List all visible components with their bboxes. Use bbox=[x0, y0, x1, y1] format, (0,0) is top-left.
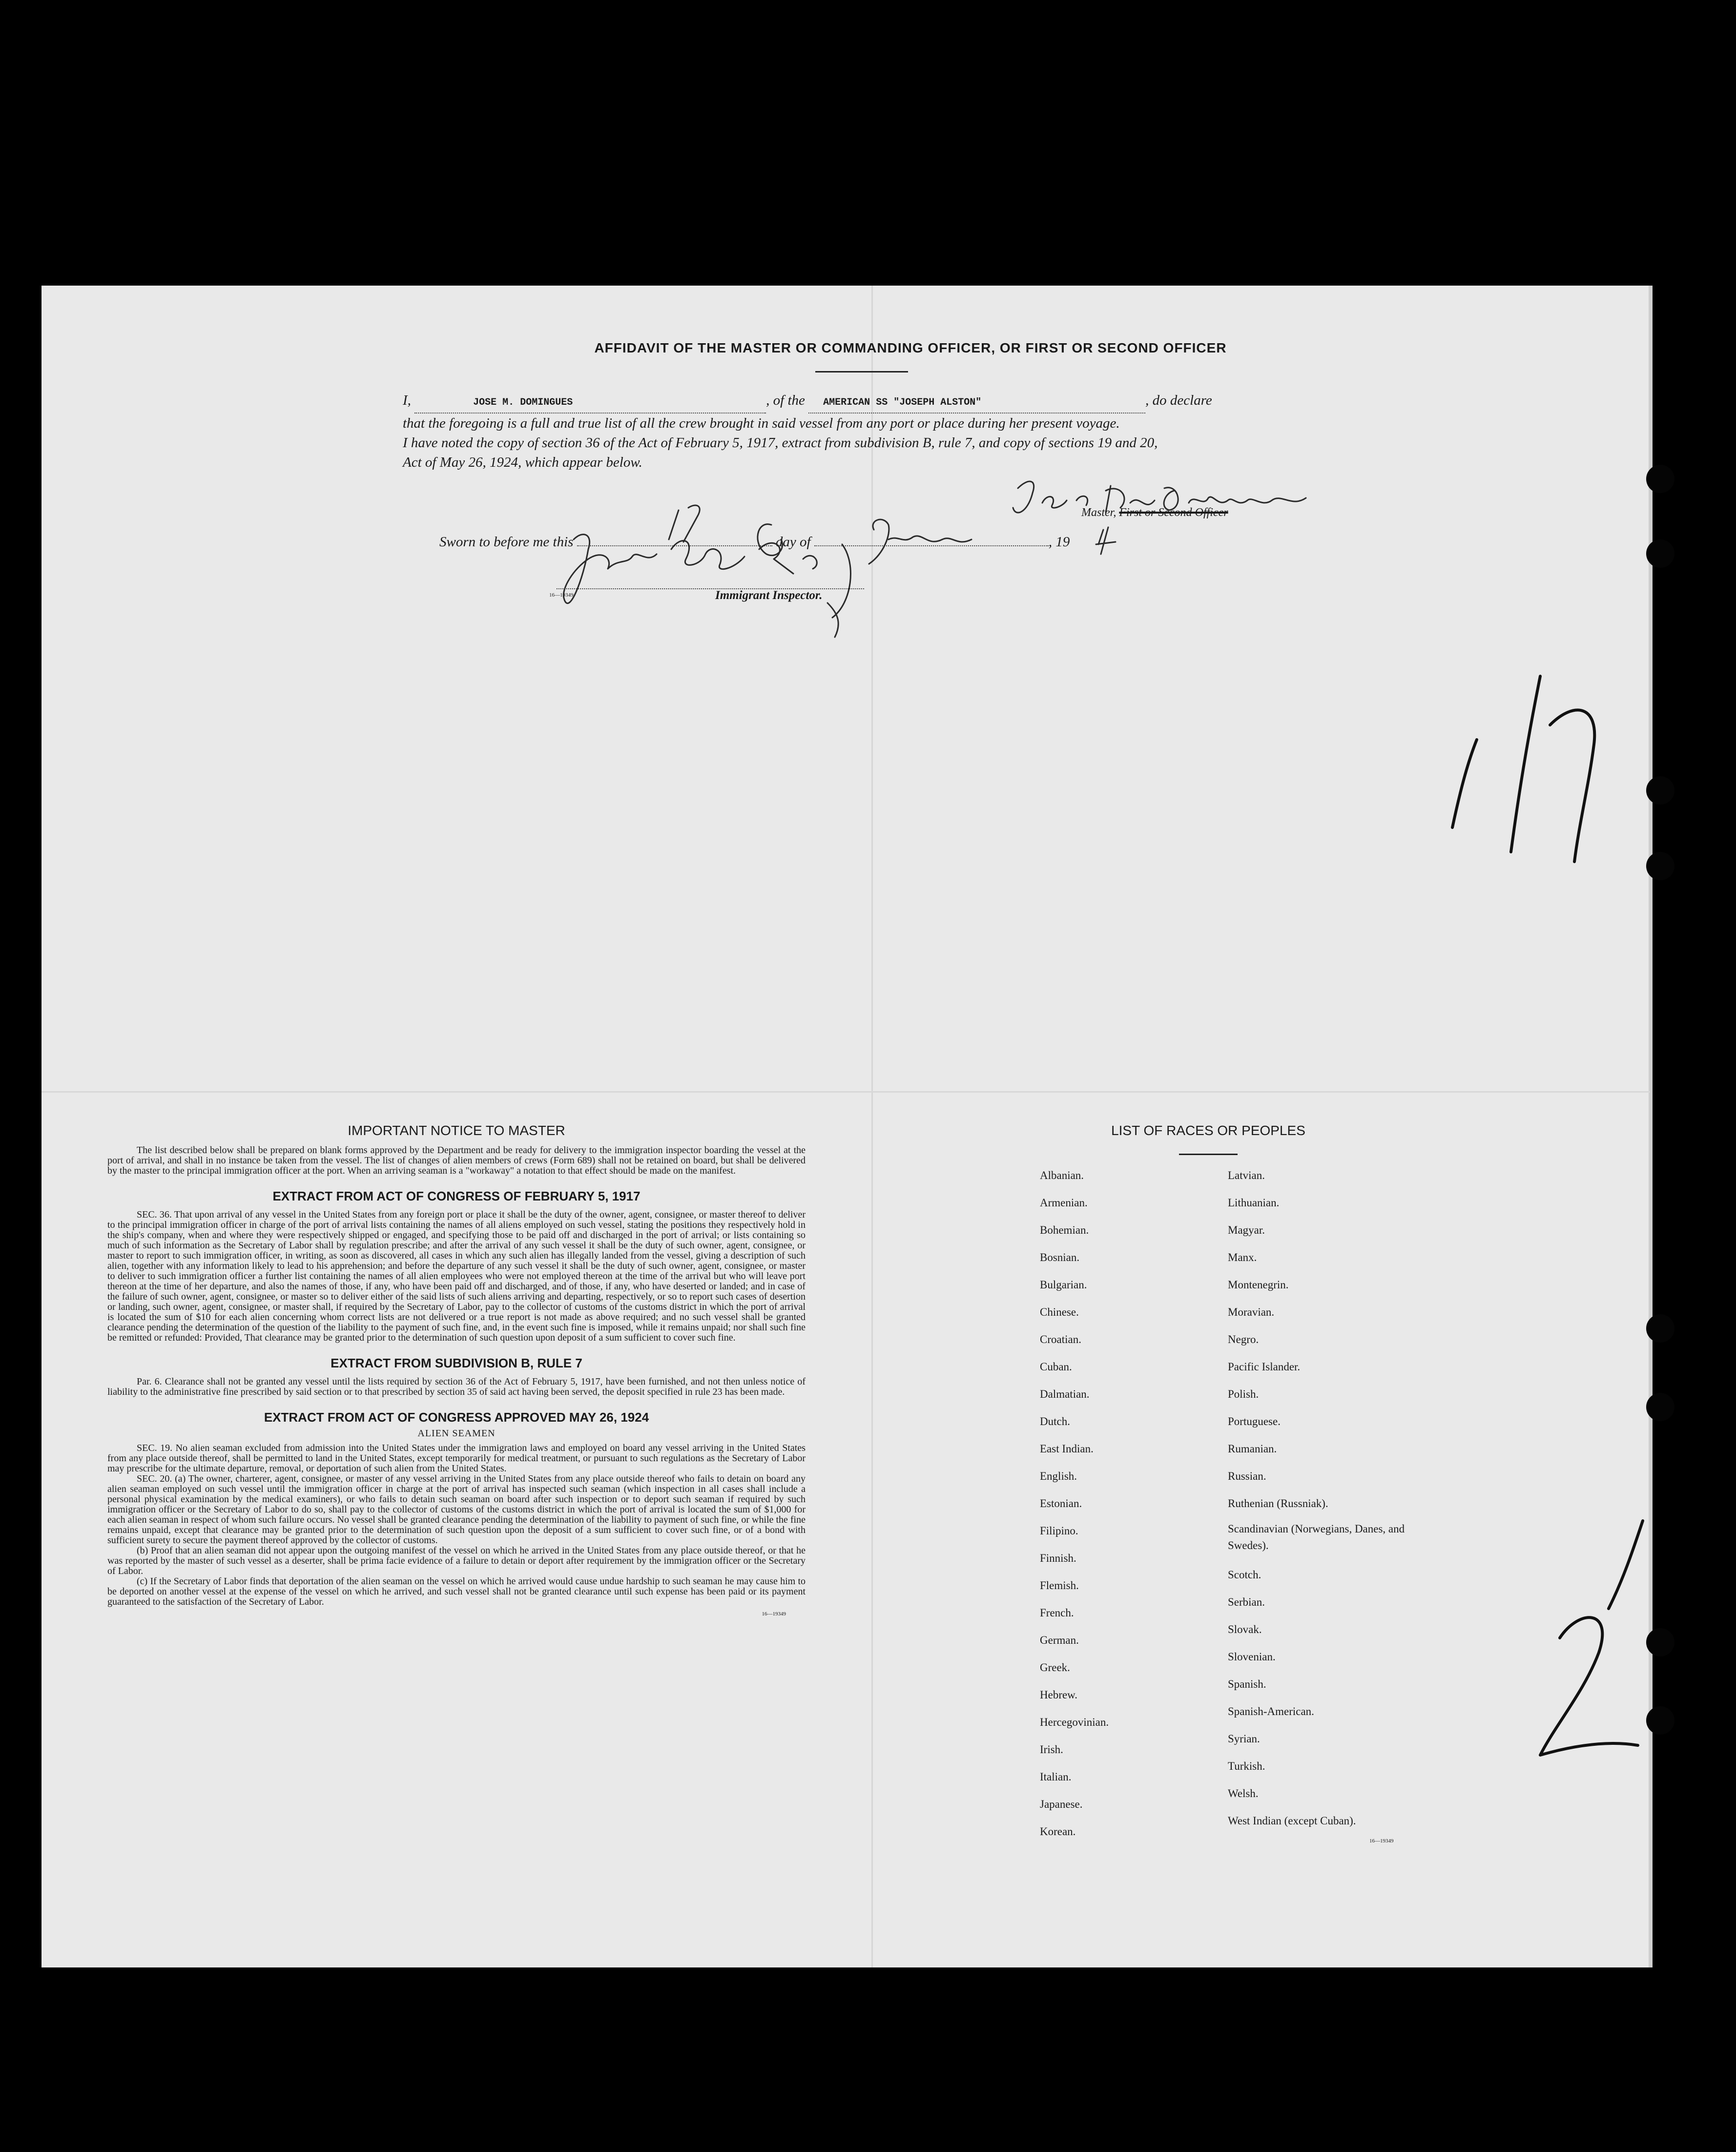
race-item: Cuban. bbox=[1040, 1361, 1072, 1373]
race-item: Korean. bbox=[1040, 1825, 1076, 1838]
race-item: Russian. bbox=[1228, 1470, 1266, 1482]
race-item: Magyar. bbox=[1228, 1224, 1265, 1236]
affidavit-lead: I, bbox=[403, 393, 411, 408]
race-item: Manx. bbox=[1228, 1251, 1257, 1263]
race-item: Albanian. bbox=[1040, 1169, 1084, 1181]
master-label: Master, bbox=[1081, 506, 1119, 519]
act1924-sec20a: SEC. 20. (a) The owner, charterer, agent, consignee, or master of any vessel arriving in the United States from any place outside thereof who fails to detain on board any alien seaman employed on such vessel until the immigration officer in charge at the port of arrival has inspected such seaman (which inspection in all cases shall include a personal physical examination by the medical examiners), or who fails to detain such seaman on board after such inspection or to deport such seaman if required by such immigration officer or the Secretary of Labor to do so, shall pay to the collector of customs of the customs district in which the port of arrival is located the sum of $1,000 for each alien seaman in respect of whom such failure occurs. No vessel shall be granted clearance pending the determination of the liability to payment of such fine, or while the fine remains unpaid, except that clearance may be granted prior to the determination of such question upon the deposit of a sum sufficient to cover such fine, or of a bond with sufficient surety to secure the payment thereof approved by the collector of customs. bbox=[107, 1473, 806, 1546]
act1924-sec20c: (c) If the Secretary of Labor finds that deportation of the alien seaman on the vessel on which he arrived would cause undue hardship to such seaman he may cause him to be deported on another vessel at the expense of the vessel on which he arrived, and such vessel shall not be granted clearance until such expense has been paid or its payment guaranteed to the satisfaction of the Secretary of Labor. bbox=[107, 1576, 806, 1607]
inspector-label: Immigrant Inspector. bbox=[715, 589, 823, 602]
race-item: Spanish. bbox=[1228, 1678, 1266, 1690]
race-item: Welsh. bbox=[1228, 1787, 1259, 1800]
act1917-title: EXTRACT FROM ACT OF CONGRESS OF FEBRUARY 5, 1917 bbox=[272, 1189, 641, 1203]
binder-hole bbox=[1646, 776, 1674, 805]
binder-hole bbox=[1646, 1628, 1674, 1656]
act1924-subtitle: ALIEN SEAMEN bbox=[417, 1428, 496, 1439]
race-item: Estonian. bbox=[1040, 1497, 1082, 1510]
race-item: Finnish. bbox=[1040, 1552, 1076, 1564]
races-title-rule bbox=[1179, 1154, 1238, 1155]
sworn-text: Sworn to before me this bbox=[439, 534, 574, 550]
act1917-body: SEC. 36. That upon arrival of any vessel in the United States from any foreign port or place it shall be the duty of the owner, agent, consignee, or master thereof to deliver to the principal immigration officer in charge of the port of arrival lists containing the names of all aliens employed on such vessel, stating the positions they respectively hold in the ship's company, when and where they were respectively shipped or engaged, and specifying those to be paid off and discharged in the port of arrival; or lists containing so much of such information as the Secretary of Labor shall by regulation prescribe; and after the arrival of any such vessel it shall be the duty of such owner, agent, consignee, or master to report to such immigration officer, in writing, as soon as discovered, all cases in which any such alien has illegally landed from the vessel, giving a description of such alien, together with any information likely to lead to his apprehension; and before the departure of any such vessel it shall be the duty of such owner, agent, consignee, or master to deliver to such immigration officer a further list containing the names of all alien employees who were not employed thereon at the time of the arrival but who will leave port thereon at the time of her departure, and also the names of those, if any, who have been paid off and discharged, and of those, if any, who have deserted or landed; and in case of the failure of such owner, agent, consignee, or master so to deliver either of the said lists of such aliens arriving and departing, respectively, or so to report such cases of desertion or landing, such owner, agent, consignee, or master shall, if required by the Secretary of Labor, pay to the collector of customs of the customs district in which the port of arrival is located the sum of $10 for each alien concerning whom correct lists are not delivered or a true report is not made as above required; and no such vessel shall be granted clearance pending the determination of the question of the liability to the payment of such fine, and, in the event such fine is imposed, while it remains unpaid; nor shall such fine be remitted or refunded: Provided, That clearance may be granted prior to the determination of such question upon deposit of a sum sufficient to cover such fine. bbox=[107, 1209, 806, 1343]
notice-column bbox=[107, 1123, 806, 1617]
race-item: Portuguese. bbox=[1228, 1415, 1281, 1428]
race-item: Italian. bbox=[1040, 1771, 1072, 1783]
race-item: Hercegovinian. bbox=[1040, 1716, 1109, 1728]
affidavit-line-4: Act of May 26, 1924, which appear below. bbox=[403, 455, 642, 470]
act1924-sec19: SEC. 19. No alien seaman excluded from admission into the United States under the immigration laws and employed on board any vessel arriving in the United States from any place outside thereof, shall be permitted to land in the United States, except temporarily for medical treatment, or pursuant to such regulations as the Secretary of Labor may prescribe for the ultimate departure, removal, or deportation of such alien from the United States. bbox=[107, 1443, 806, 1474]
inspector-signature bbox=[539, 520, 881, 647]
race-item: Irish. bbox=[1040, 1743, 1063, 1756]
margin-mark-upper bbox=[1438, 666, 1633, 871]
race-item: Moravian. bbox=[1228, 1306, 1275, 1318]
binder-hole bbox=[1646, 1706, 1674, 1735]
race-item: Dalmatian. bbox=[1040, 1388, 1090, 1400]
race-item: Negro. bbox=[1228, 1333, 1259, 1345]
master-name: JOSE M. DOMINGUES bbox=[473, 397, 573, 408]
struck-officer-label: First or Second Officer bbox=[1119, 506, 1228, 519]
binder-hole bbox=[1646, 1314, 1674, 1343]
race-item: Rumanian. bbox=[1228, 1443, 1277, 1455]
affidavit-line-2: that the foregoing is a full and true list of all the crew brought in said vessel from any port or place during her present voyage. bbox=[403, 415, 1120, 431]
race-item: Turkish. bbox=[1228, 1760, 1265, 1772]
manifest-sheet bbox=[41, 286, 1650, 1967]
race-item: Bohemian. bbox=[1040, 1224, 1089, 1236]
affidavit-line-1 bbox=[403, 391, 1404, 414]
day-of-text: day of bbox=[775, 534, 811, 550]
binder-hole bbox=[1646, 465, 1674, 493]
race-item: Lithuanian. bbox=[1228, 1197, 1280, 1209]
race-item: French. bbox=[1040, 1607, 1074, 1619]
race-item: Greek. bbox=[1040, 1661, 1070, 1674]
binder-hole bbox=[1646, 539, 1674, 568]
race-item: Polish. bbox=[1228, 1388, 1259, 1400]
race-item: Latvian. bbox=[1228, 1169, 1265, 1181]
race-item: Scotch. bbox=[1228, 1569, 1261, 1581]
race-item: Slovak. bbox=[1228, 1623, 1262, 1635]
rule7-title: EXTRACT FROM SUBDIVISION B, RULE 7 bbox=[331, 1356, 582, 1370]
race-item: Montenegrin. bbox=[1228, 1279, 1289, 1291]
race-item: Dutch. bbox=[1040, 1415, 1070, 1428]
races-left-column bbox=[1040, 1162, 1211, 1845]
race-item: Hebrew. bbox=[1040, 1689, 1078, 1701]
title-rule bbox=[815, 371, 908, 372]
race-item: German. bbox=[1040, 1634, 1079, 1646]
declare-text: , do declare bbox=[1145, 393, 1212, 408]
year-prefix: , 19 bbox=[1048, 534, 1070, 550]
act1924-sec20b: (b) Proof that an alien seaman did not appear upon the outgoing manifest of the vessel on which he arrived in the United States from any place outside thereof, or that he was reported by the master of such vessel as a deserter, shall be prima facie evidence of a failure to detain or deport after requirement by the immigration officer or the Secretary of Labor. bbox=[107, 1545, 806, 1576]
binder-hole bbox=[1646, 1393, 1674, 1421]
notice-body: The list described below shall be prepared on blank forms approved by the Department and be ready for delivery to the immigration inspector boarding the vessel at the port of arrival, and shall in no instance be taken from the vessel. The list of changes of alien members of crews (Form 689) shall not be retained on board, but shall be delivered by the master to the principal immigration officer at the port. When an arriving seaman is a "workaway" a notation to that effect should be made on the manifest. bbox=[107, 1145, 806, 1176]
races-form-number: 16—19349 bbox=[1369, 1838, 1394, 1844]
notice-title: IMPORTANT NOTICE TO MASTER bbox=[348, 1123, 565, 1138]
race-item: Slovenian. bbox=[1228, 1651, 1276, 1663]
race-item: West Indian (except Cuban). bbox=[1228, 1815, 1356, 1827]
race-item: Filipino. bbox=[1040, 1525, 1078, 1537]
race-item: Flemish. bbox=[1040, 1579, 1079, 1592]
race-item: English. bbox=[1040, 1470, 1077, 1482]
race-item: Armenian. bbox=[1040, 1197, 1088, 1209]
race-item: Japanese. bbox=[1040, 1798, 1083, 1810]
affidavit-title: AFFIDAVIT OF THE MASTER OR COMMANDING OFFICER, OR FIRST OR SECOND OFFICER bbox=[594, 340, 1227, 355]
race-item: Syrian. bbox=[1228, 1733, 1260, 1745]
race-item: East Indian. bbox=[1040, 1443, 1094, 1455]
race-item: Spanish-American. bbox=[1228, 1705, 1314, 1717]
race-item: Bulgarian. bbox=[1040, 1279, 1087, 1291]
act1924-title: EXTRACT FROM ACT OF CONGRESS APPROVED MAY 26, 1924 bbox=[264, 1410, 649, 1425]
of-the-text: , of the bbox=[766, 393, 805, 408]
race-item: Pacific Islander. bbox=[1228, 1361, 1301, 1373]
races-title: LIST OF RACES OR PEOPLES bbox=[1111, 1123, 1305, 1138]
form-number-small: 16—19349 bbox=[549, 592, 574, 598]
race-item-scandinavian: Scandinavian (Norwegians, Danes, and Swedes). bbox=[1228, 1523, 1405, 1552]
race-item: Serbian. bbox=[1228, 1596, 1265, 1608]
notice-form-number: 16—19349 bbox=[762, 1611, 786, 1617]
rule7-body: Par. 6. Clearance shall not be granted any vessel until the lists required by section 36 of the Act of February 5, 1917, have been furnished, and not then unless notice of liability to the administrative fine prescribed by said section or to that prescribed by section 35 of said act having been served, the deposit specified in rule 23 has been made. bbox=[107, 1376, 806, 1397]
race-item: Bosnian. bbox=[1040, 1251, 1080, 1263]
horizontal-fold bbox=[41, 1091, 1650, 1093]
affidavit-text bbox=[403, 391, 1404, 472]
races-right-column bbox=[1228, 1162, 1433, 1835]
race-item: Chinese. bbox=[1040, 1306, 1079, 1318]
vessel-name: AMERICAN SS "JOSEPH ALSTON" bbox=[823, 397, 982, 408]
race-item: Croatian. bbox=[1040, 1333, 1081, 1345]
race-item: Ruthenian (Russniak). bbox=[1228, 1497, 1328, 1510]
binder-hole bbox=[1646, 852, 1674, 880]
affidavit-line-3: I have noted the copy of section 36 of the Act of February 5, 1917, extract from subdivision B, rule 7, and copy of sections 19 and 20, bbox=[403, 435, 1158, 451]
